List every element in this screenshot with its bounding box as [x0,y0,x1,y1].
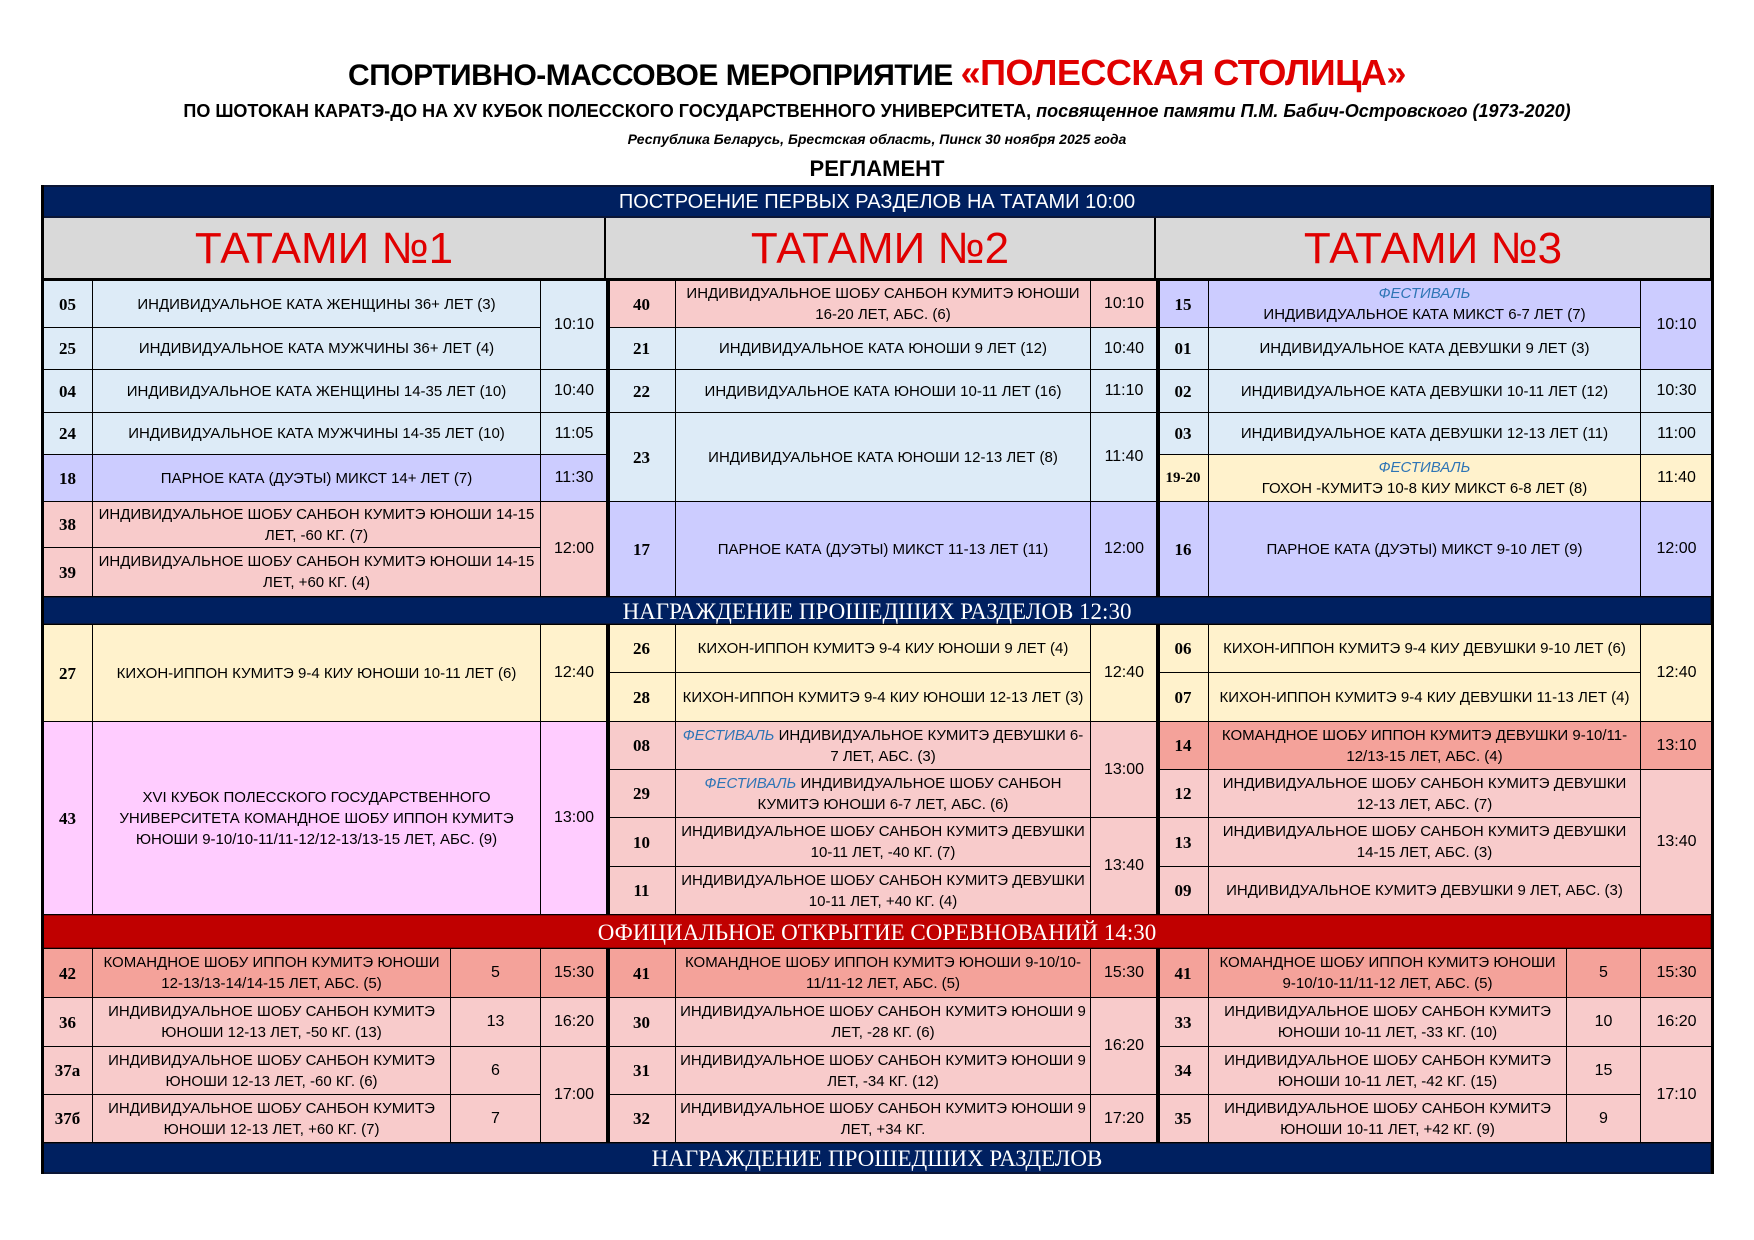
event-id: 27 [42,624,93,722]
event-name: ПАРНОЕ КАТА (ДУЭТЫ) МИКСТ 11-13 ЛЕТ (11) [717,540,1049,558]
start-time: 10:10 [540,280,608,370]
event-description-text [97,1098,446,1140]
event-description-text [680,725,1086,767]
event-description-text [698,638,1069,659]
start-time: 10:40 [540,369,608,413]
event-id: 19-20 [1157,454,1209,502]
event-id: 30 [607,997,676,1047]
event-id: 28 [607,672,676,722]
start-time: 11:40 [1090,412,1158,502]
event-description [92,501,541,548]
event-id: 08 [607,721,676,770]
event-description-text [139,338,494,359]
event-name: КИХОН-ИППОН КУМИТЭ 9-4 КИУ ЮНОШИ 10-11 ЛЕТ (6) [116,664,517,682]
event-id: 09 [1157,866,1209,915]
event-subtitle-dedication: посвященное памяти П.М. Бабич-Островского (1973-2020) [1036,101,1571,121]
event-description [675,866,1091,915]
event-description [1208,501,1641,597]
event-description [92,369,541,413]
event-id: 32 [607,1094,676,1143]
event-description [675,721,1091,770]
event-description [92,997,451,1047]
event-description-text [97,551,536,593]
event-id: 37а [42,1046,93,1095]
event-description-text [680,1001,1086,1043]
start-time: 13:40 [1090,817,1158,915]
event-id: 16 [1157,501,1209,597]
festival-tag: ФЕСТИВАЛЬ [682,726,775,744]
event-name: ГОХОН -КУМИТЭ 10-8 КИУ МИКСТ 6-8 ЛЕТ (8) [1261,480,1588,497]
event-id: 12 [1157,769,1209,818]
event-description-text [137,294,495,315]
tatami-divider [1156,280,1160,596]
start-time: 17:20 [1090,1094,1158,1143]
start-time: 13:00 [540,721,608,915]
event-id: 41 [1157,948,1209,998]
event-name: КИХОН-ИППОН КУМИТЭ 9-4 КИУ ЮНОШИ 12-13 ЛЕТ (3) [682,688,1084,706]
event-description-text [1226,880,1623,901]
event-id: 23 [607,412,676,502]
event-name: КОМАНДНОЕ ШОБУ ИППОН КУМИТЭ ЮНОШИ 12-13/13-14/14-15 ЛЕТ, АБС. (5) [103,954,440,992]
event-description [1208,454,1641,502]
event-subtitle-main: ПО ШОТОКАН КАРАТЭ-ДО НА XV КУБОК ПОЛЕССКОГО ГОСУДАРСТВЕННОГО УНИВЕРСИТЕТА, [183,101,1032,121]
event-name: ИНДИВИДУАЛЬНОЕ ШОБУ САНБОН КУМИТЭ ЮНОШИ 10-11 ЛЕТ, -42 КГ. (15) [1224,1051,1551,1090]
event-description-text [705,381,1062,402]
event-description-text [683,687,1084,708]
event-description [1208,327,1641,370]
event-description-text [1213,1098,1562,1140]
event-id: 22 [607,369,676,413]
event-description [675,769,1091,818]
event-description-text [1213,725,1636,767]
event-name: КИХОН-ИППОН КУМИТЭ 9-4 КИУ ДЕВУШКИ 11-13 ЛЕТ (4) [1219,688,1630,706]
event-description-text [719,338,1047,359]
table-border [41,185,44,1174]
event-name: XVI КУБОК ПОЛЕССКОГО ГОСУДАРСТВЕННОГО УНИВЕРСИТЕТА КОМАНДНОЕ ШОБУ ИППОН КУМИТЭ ЮНОШИ 9-10/10-11/11-12/12-13/13-15 ЛЕТ, АБС. (9) [119,788,514,848]
event-description [92,547,541,597]
event-description [1208,672,1641,722]
tatami-divider [606,948,610,1142]
start-time: 12:40 [1090,624,1158,722]
event-id: 21 [607,327,676,370]
event-description [1208,369,1641,413]
start-time: 12:40 [1640,624,1713,722]
tatami-2-header: ТАТАМИ №2 [606,218,1158,280]
event-name: ИНДИВИДУАЛЬНОЕ КАТА ЖЕНЩИНЫ 14-35 ЛЕТ (10) [126,382,507,400]
start-time: 13:10 [1640,721,1713,770]
event-name: ИНДИВИДУАЛЬНОЕ ШОБУ САНБОН КУМИТЭ ЮНОШИ 9 ЛЕТ, -28 КГ. (6) [680,1003,1086,1041]
start-time: 16:20 [540,997,608,1047]
participant-count: 10 [1566,997,1641,1047]
event-description [92,721,541,915]
event-name: ИНДИВИДУАЛЬНОЕ ШОБУ САНБОН КУМИТЭ ЮНОШИ 12-13 ЛЕТ, +60 КГ. (7) [108,1099,435,1138]
event-id: 34 [1157,1046,1209,1095]
event-id: 04 [42,369,93,413]
event-id: 15 [1157,280,1209,328]
event-name: ПАРНОЕ КАТА (ДУЭТЫ) МИКСТ 9-10 ЛЕТ (9) [1266,540,1583,558]
event-description-text [1213,1001,1562,1043]
event-description-text [127,381,507,402]
event-description [1208,866,1641,915]
event-description-text [1220,687,1630,708]
event-name: ИНДИВИДУАЛЬНОЕ ШОБУ САНБОН КУМИТЭ ЮНОШИ 9 ЛЕТ, -34 КГ. (12) [680,1051,1086,1090]
event-description [675,501,1091,597]
start-time: 15:30 [540,948,608,998]
event-description-text [680,821,1086,863]
event-name: ИНДИВИДУАЛЬНОЕ ШОБУ САНБОН КУМИТЭ ДЕВУШКИ 10-11 ЛЕТ, -40 КГ. (7) [681,823,1085,861]
event-description [92,1046,451,1095]
start-time: 12:00 [1090,501,1158,597]
event-name: ИНДИВИДУАЛЬНОЕ КАТА МИКСТ 6-7 ЛЕТ (7) [1263,306,1586,323]
event-name: ИНДИВИДУАЛЬНОЕ КАТА ДЕВУШКИ 9 ЛЕТ (3) [1259,340,1590,357]
event-name: КИХОН-ИППОН КУМИТЭ 9-4 КИУ ДЕВУШКИ 9-10 ЛЕТ (6) [1223,640,1626,657]
start-time: 13:00 [1090,721,1158,818]
participant-count: 5 [450,948,541,998]
event-id: 40 [607,280,676,328]
event-name: ИНДИВИДУАЛЬНОЕ ШОБУ САНБОН КУМИТЭ ДЕВУШКИ 14-15 ЛЕТ, АБС. (3) [1222,823,1627,861]
event-name: ИНДИВИДУАЛЬНОЕ ШОБУ САНБОН КУМИТЭ ЮНОШИ 16-20 ЛЕТ, АБС. (6) [686,285,1080,323]
event-description [675,327,1091,370]
start-time: 12:00 [1640,501,1713,597]
event-description [675,1046,1091,1095]
start-time: 15:30 [1090,948,1158,998]
event-id: 33 [1157,997,1209,1047]
event-name: ИНДИВИДУАЛЬНОЕ ШОБУ САНБОН КУМИТЭ ЮНОШИ 6-7 ЛЕТ, АБС. (6) [757,774,1062,813]
tatami-divider [1156,948,1160,1142]
event-description [675,280,1091,328]
event-description-text [1262,457,1588,499]
event-title-highlight: «ПОЛЕССКАЯ СТОЛИЦА» [960,52,1406,93]
event-description [675,1094,1091,1143]
event-description-text [117,663,517,684]
event-description-text [1260,338,1590,359]
event-name: ПАРНОЕ КАТА (ДУЭТЫ) МИКСТ 14+ ЛЕТ (7) [160,469,473,487]
event-name: ИНДИВИДУАЛЬНОЕ КАТА ДЕВУШКИ 12-13 ЛЕТ (11) [1240,425,1609,442]
start-time: 13:40 [1640,769,1713,915]
event-description-text [97,1001,446,1043]
event-name: ИНДИВИДУАЛЬНОЕ КАТА ЮНОШИ 10-11 ЛЕТ (16) [704,382,1062,400]
table-border [1711,185,1714,1174]
event-id: 39 [42,547,93,597]
tatami-divider [1156,624,1160,914]
event-id: 07 [1157,672,1209,722]
start-time: 17:00 [540,1046,608,1143]
tatami-1-header: ТАТАМИ №1 [42,218,608,280]
event-name: ИНДИВИДУАЛЬНОЕ КАТА МУЖЧИНЫ 14-35 ЛЕТ (10) [128,425,505,442]
start-time: 12:00 [540,501,608,597]
event-id: 01 [1157,327,1209,370]
event-description-text [1213,773,1636,815]
event-name: ИНДИВИДУАЛЬНОЕ КАТА ЮНОШИ 12-13 ЛЕТ (8) [708,448,1058,466]
event-description [1208,997,1567,1047]
event-description [92,327,541,370]
event-description [92,412,541,455]
event-description [1208,1094,1567,1143]
festival-tag: ФЕСТИВАЛЬ [1378,459,1471,476]
event-id: 10 [607,817,676,867]
start-time: 10:10 [1090,280,1158,328]
event-id: 25 [42,327,93,370]
event-name: ИНДИВИДУАЛЬНОЕ КАТА ЖЕНЩИНЫ 36+ ЛЕТ (3) [137,295,496,313]
participant-count: 15 [1566,1046,1641,1095]
start-time: 11:10 [1090,369,1158,413]
event-subtitle [0,101,1754,122]
event-id: 38 [42,501,93,548]
start-time: 17:10 [1640,1046,1713,1143]
event-description-text [97,952,446,994]
event-description-text [97,504,536,546]
opening-ceremony-banner: ОФИЦИАЛЬНОЕ ОТКРЫТИЕ СОРЕВНОВАНИЙ 14:30 [42,914,1712,949]
event-id: 11 [607,866,676,915]
start-time: 10:30 [1640,369,1713,413]
event-id: 24 [42,412,93,455]
event-name: КОМАНДНОЕ ШОБУ ИППОН КУМИТЭ ЮНОШИ 9-10/10-11/11-12 ЛЕТ, АБС. (5) [1219,954,1556,992]
event-description [92,280,541,328]
event-name: КОМАНДНОЕ ШОБУ ИППОН КУМИТЭ ЮНОШИ 9-10/10-11/11-12 ЛЕТ, АБС. (5) [684,954,1082,992]
start-time: 10:10 [1640,280,1713,370]
event-description [1208,769,1641,818]
event-name: ИНДИВИДУАЛЬНОЕ ШОБУ САНБОН КУМИТЭ ЮНОШИ 14-15 ЛЕТ, +60 КГ. (4) [98,553,535,591]
event-name: ИНДИВИДУАЛЬНОЕ ШОБУ САНБОН КУМИТЭ ЮНОШИ 10-11 ЛЕТ, -33 КГ. (10) [1224,1003,1551,1041]
event-name: ИНДИВИДУАЛЬНОЕ ШОБУ САНБОН КУМИТЭ ДЕВУШКИ 12-13 ЛЕТ, АБС. (7) [1222,774,1627,813]
event-description [1208,624,1641,673]
event-id: 06 [1157,624,1209,673]
event-name: ИНДИВИДУАЛЬНОЕ ШОБУ САНБОН КУМИТЭ ЮНОШИ 9 ЛЕТ, +34 КГ. [680,1099,1086,1138]
festival-tag: ФЕСТИВАЛЬ [704,774,797,792]
start-time: 12:40 [540,624,608,722]
awards-banner-1: НАГРАЖДЕНИЕ ПРОШЕДШИХ РАЗДЕЛОВ 12:30 [42,596,1712,625]
event-description [675,997,1091,1047]
participant-count: 13 [450,997,541,1047]
event-description-text [708,447,1058,468]
event-description-text [1213,1050,1562,1092]
event-description-text [1267,539,1583,560]
event-description [1208,280,1641,328]
lineup-banner: ПОСТРОЕНИЕ ПЕРВЫХ РАЗДЕЛОВ НА ТАТАМИ 10:00 [42,185,1712,218]
event-title-prefix: СПОРТИВНО-МАССОВОЕ МЕРОПРИЯТИЕ [348,59,953,92]
event-description-text [161,468,472,489]
event-id: 43 [42,721,93,915]
start-time: 10:40 [1090,327,1158,370]
event-description [675,817,1091,867]
event-id: 35 [1157,1094,1209,1143]
event-id: 17 [607,501,676,597]
event-description [675,369,1091,413]
event-description [92,1094,451,1143]
event-id: 41 [607,948,676,998]
awards-banner-2: НАГРАЖДЕНИЕ ПРОШЕДШИХ РАЗДЕЛОВ [42,1142,1712,1174]
start-time: 15:30 [1640,948,1713,998]
event-title [0,52,1754,94]
event-description [1208,412,1641,455]
event-id: 02 [1157,369,1209,413]
festival-tag: ФЕСТИВАЛЬ [1378,285,1471,302]
start-time: 11:05 [540,412,608,455]
participant-count: 6 [450,1046,541,1095]
event-description-text [680,952,1086,994]
event-id: 37б [42,1094,93,1143]
event-description-text [128,423,505,444]
event-name: ИНДИВИДУАЛЬНОЕ ШОБУ САНБОН КУМИТЭ ЮНОШИ 12-13 ЛЕТ, -60 КГ. (6) [108,1051,435,1090]
event-description-text [1263,283,1585,325]
event-name: ИНДИВИДУАЛЬНОЕ КАТА МУЖЧИНЫ 36+ ЛЕТ (4) [138,340,495,357]
event-id: 05 [42,280,93,328]
start-time: 16:20 [1090,997,1158,1095]
event-description [675,624,1091,673]
event-name: КОМАНДНОЕ ШОБУ ИППОН КУМИТЭ ДЕВУШКИ 9-10/11-12/13-15 ЛЕТ, АБС. (4) [1221,726,1628,765]
event-name: ИНДИВИДУАЛЬНОЕ ШОБУ САНБОН КУМИТЭ ЮНОШИ 12-13 ЛЕТ, -50 КГ. (13) [108,1003,435,1041]
event-description [1208,948,1567,998]
event-id: 03 [1157,412,1209,455]
participant-count: 5 [1566,948,1641,998]
event-id: 29 [607,769,676,818]
event-description-text [1213,952,1562,994]
event-id: 36 [42,997,93,1047]
event-description [92,948,451,998]
event-name: КИХОН-ИППОН КУМИТЭ 9-4 КИУ ЮНОШИ 9 ЛЕТ (4) [697,640,1069,657]
event-description-text [680,1050,1086,1092]
event-description-text [680,870,1086,912]
tatami-3-header: ТАТАМИ №3 [1156,218,1712,280]
event-description-text [97,1050,446,1092]
start-time: 11:30 [540,454,608,502]
event-description [1208,1046,1567,1095]
event-description-text [718,539,1048,560]
event-description-text [1223,638,1626,659]
event-id: 18 [42,454,93,502]
tatami-divider [606,280,610,596]
start-time: 11:00 [1640,412,1713,455]
event-id: 13 [1157,817,1209,867]
tatami-divider [606,624,610,914]
event-description [675,672,1091,722]
event-description-text [97,787,536,850]
event-name: ИНДИВИДУАЛЬНОЕ ШОБУ САНБОН КУМИТЭ ЮНОШИ 10-11 ЛЕТ, +42 КГ. (9) [1224,1099,1551,1138]
event-name: ИНДИВИДУАЛЬНОЕ ШОБУ САНБОН КУМИТЭ ЮНОШИ 14-15 ЛЕТ, -60 КГ. (7) [98,505,535,544]
event-name: ИНДИВИДУАЛЬНОЕ КАТА ДЕВУШКИ 10-11 ЛЕТ (12) [1240,382,1609,400]
event-description [675,412,1091,502]
event-description-text [1241,423,1608,444]
event-description-text [1241,381,1608,402]
event-description [92,454,541,502]
event-description-text [680,773,1086,815]
start-time: 11:40 [1640,454,1713,502]
participant-count: 9 [1566,1094,1641,1143]
event-id: 26 [607,624,676,673]
event-description [1208,817,1641,867]
event-description-text [1213,821,1636,863]
event-description [675,948,1091,998]
event-name: ИНДИВИДУАЛЬНОЕ КУМИТЭ ДЕВУШКИ 9 ЛЕТ, АБС. (3) [1226,882,1623,899]
event-id: 31 [607,1046,676,1095]
event-description [1208,721,1641,770]
document-title: РЕГЛАМЕНТ [809,156,945,181]
event-name: ИНДИВИДУАЛЬНОЕ КУМИТЭ ДЕВУШКИ 6-7 ЛЕТ, АБС. (3) [778,726,1084,765]
start-time: 16:20 [1640,997,1713,1047]
event-description [92,624,541,722]
event-description-text [680,1098,1086,1140]
event-name: ИНДИВИДУАЛЬНОЕ ШОБУ САНБОН КУМИТЭ ДЕВУШКИ 10-11 ЛЕТ, +40 КГ. (4) [681,871,1085,910]
participant-count: 7 [450,1094,541,1143]
event-location: Республика Беларусь, Брестская область, Пинск 30 ноября 2025 года [627,131,1127,147]
event-id: 42 [42,948,93,998]
event-name: ИНДИВИДУАЛЬНОЕ КАТА ЮНОШИ 9 ЛЕТ (12) [718,340,1047,357]
event-id: 14 [1157,721,1209,770]
event-description-text [680,283,1086,325]
